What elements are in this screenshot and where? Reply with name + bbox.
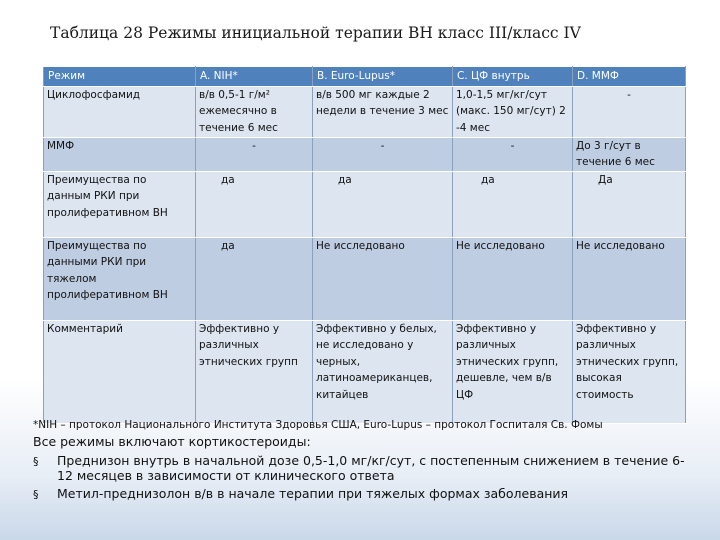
header-cell-regimen: Режим: [44, 67, 196, 87]
header-cell-euro-lupus: B. Euro-Lupus*: [313, 67, 453, 87]
table-row: [44, 320, 686, 423]
corticosteroids-heading: Все режимы включают кортикостероиды:: [33, 434, 311, 449]
table-cell: До 3 г/сут в течение 6 мес: [573, 137, 686, 171]
row-label: ММФ: [44, 137, 196, 171]
table-cell: да: [453, 171, 573, 237]
header-cell-nih: A. NIH*: [196, 67, 313, 87]
table-cell: да: [313, 171, 453, 237]
table-cell: Не исследовано: [453, 237, 573, 320]
table-cell: да: [196, 237, 313, 320]
table-cell: Не исследовано: [313, 237, 453, 320]
table-cell: -: [453, 137, 573, 171]
header-cell-mmf: D. ММФ: [573, 67, 686, 87]
table-cell: 1,0-1,5 мг/кг/сут (макс. 150 мг/сут) 2 -4 мес: [453, 86, 573, 137]
bullet-text: Метил-преднизолон в/в в начале терапии при тяжелых формах заболевания: [57, 486, 569, 501]
bullet-item: [33, 453, 697, 483]
table-cell: Да: [573, 171, 686, 237]
table-cell: Эффективно у различных этнических групп, высокая стоимость: [573, 320, 686, 423]
table-row: [44, 137, 686, 171]
row-label: Преимущества по данными РКИ при тяжелом пролиферативном ВН: [44, 237, 196, 320]
table-cell: -: [196, 137, 313, 171]
footnote: *NIH – протокол Национального Института Здоровья США, Euro-Lupus – протокол Госпиталя Св. Фомы: [33, 419, 603, 431]
header-cell-cf-oral: C. ЦФ внутрь: [453, 67, 573, 87]
row-label: Преимущества по данным РКИ при пролиферативном ВН: [44, 171, 196, 237]
table-cell: в/в 0,5-1 г/м² ежемесячно в течение 6 мес: [196, 86, 313, 137]
bullet-item: [33, 486, 697, 501]
page-title: Таблица 28 Режимы инициальной терапии ВН класс III/класс IV: [50, 24, 581, 42]
table-cell: Эффективно у различных этнических групп: [196, 320, 313, 423]
bullet-marker: §: [33, 455, 39, 468]
table-cell: -: [313, 137, 453, 171]
table-cell: в/в 500 мг каждые 2 недели в течение 3 мес: [313, 86, 453, 137]
table-row: [44, 86, 686, 137]
table-header-row: [44, 67, 686, 87]
row-label: Комментарий: [44, 320, 196, 423]
table-cell: Эффективно у белых, не исследовано у черных, латиноамериканцев, китайцев: [313, 320, 453, 423]
table-row: [44, 171, 686, 237]
table-cell: -: [573, 86, 686, 137]
row-label: Циклофосфамид: [44, 86, 196, 137]
bullet-marker: §: [33, 488, 39, 501]
table-cell: Не исследовано: [573, 237, 686, 320]
therapy-regimens-table: [43, 66, 686, 424]
table-row: [44, 237, 686, 320]
table-cell: Эффективно у различных этнических групп, дешевле, чем в/в ЦФ: [453, 320, 573, 423]
table-cell: да: [196, 171, 313, 237]
bullet-text: Преднизон внутрь в начальной дозе 0,5-1,0 мг/кг/сут, с постепенным снижением в течение 6-12 месяцев в зависимости от клинического ответа: [57, 453, 685, 483]
